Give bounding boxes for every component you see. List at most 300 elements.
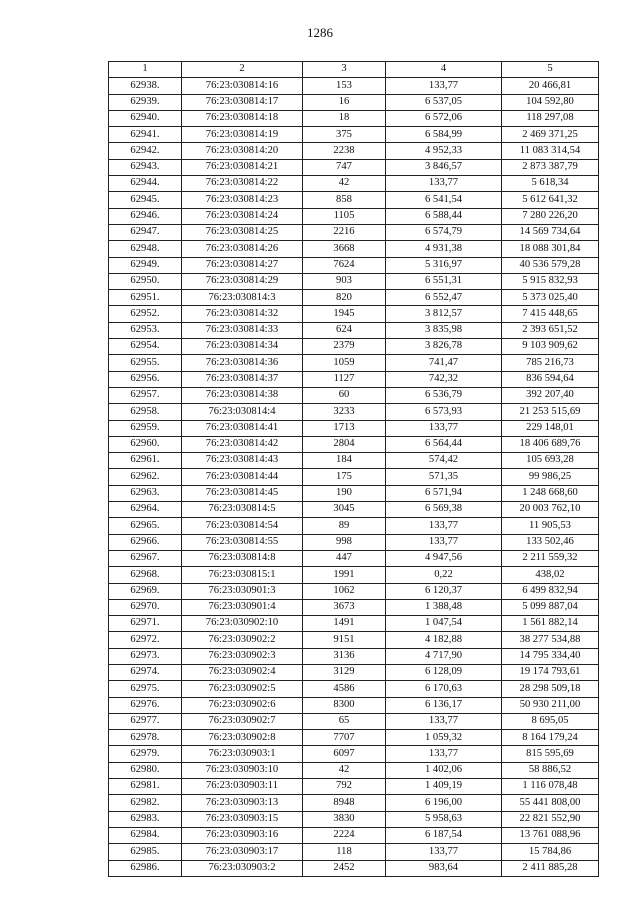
row-number-cell: 62949. [109,257,182,273]
cadastral-number-cell: 76:23:030814:8 [182,550,303,566]
cadastral-number-cell: 76:23:030814:21 [182,159,303,175]
area-cell: 820 [303,290,386,306]
row-number-cell: 62943. [109,159,182,175]
value-cell: 5 099 887,04 [502,599,599,615]
table-row [109,371,599,387]
rate-cell: 6 120,37 [386,583,502,599]
table-row [109,420,599,436]
rate-cell: 983,64 [386,860,502,876]
value-cell: 438,02 [502,567,599,583]
value-cell: 8 695,05 [502,713,599,729]
table-row [109,387,599,403]
value-cell: 836 594,64 [502,371,599,387]
area-cell: 1062 [303,583,386,599]
value-cell: 1 561 882,14 [502,616,599,632]
rate-cell: 133,77 [386,713,502,729]
row-number-cell: 62945. [109,192,182,208]
value-cell: 105 693,28 [502,453,599,469]
cadastral-number-cell: 76:23:030814:45 [182,485,303,501]
value-cell: 20 466,81 [502,78,599,94]
value-cell: 20 003 762,10 [502,502,599,518]
value-cell: 2 469 371,25 [502,127,599,143]
column-header: 2 [182,62,303,78]
rate-cell: 6 536,79 [386,387,502,403]
table-row [109,192,599,208]
table-row [109,664,599,680]
cadastral-number-cell: 76:23:030902:7 [182,713,303,729]
cadastral-number-cell: 76:23:030903:11 [182,779,303,795]
row-number-cell: 62982. [109,795,182,811]
area-cell: 16 [303,94,386,110]
row-number-cell: 62938. [109,78,182,94]
value-cell: 229 148,01 [502,420,599,436]
table-row [109,746,599,762]
rate-cell: 1 409,19 [386,779,502,795]
rate-cell: 133,77 [386,176,502,192]
row-number-cell: 62941. [109,127,182,143]
rate-cell: 6 574,79 [386,224,502,240]
area-cell: 903 [303,273,386,289]
rate-cell: 4 931,38 [386,241,502,257]
value-cell: 8 164 179,24 [502,730,599,746]
row-number-cell: 62958. [109,404,182,420]
value-cell: 22 821 552,90 [502,811,599,827]
column-header: 3 [303,62,386,78]
area-cell: 4586 [303,681,386,697]
cadastral-number-cell: 76:23:030903:1 [182,746,303,762]
value-cell: 21 253 515,69 [502,404,599,420]
value-cell: 11 905,53 [502,518,599,534]
area-cell: 3129 [303,664,386,680]
row-number-cell: 62964. [109,502,182,518]
cadastral-number-cell: 76:23:030815:1 [182,567,303,583]
cadastral-number-cell: 76:23:030814:33 [182,322,303,338]
area-cell: 2238 [303,143,386,159]
row-number-cell: 62953. [109,322,182,338]
value-cell: 5 915 832,93 [502,273,599,289]
table-row [109,78,599,94]
rate-cell: 6 537,05 [386,94,502,110]
cadastral-number-cell: 76:23:030814:37 [182,371,303,387]
row-number-cell: 62977. [109,713,182,729]
area-cell: 1105 [303,208,386,224]
rate-cell: 6 136,17 [386,697,502,713]
cadastral-number-cell: 76:23:030814:32 [182,306,303,322]
cadastral-number-cell: 76:23:030814:19 [182,127,303,143]
row-number-cell: 62972. [109,632,182,648]
cadastral-number-cell: 76:23:030814:17 [182,94,303,110]
table-row [109,273,599,289]
row-number-cell: 62973. [109,648,182,664]
rate-cell: 0,22 [386,567,502,583]
area-cell: 175 [303,469,386,485]
rate-cell: 4 952,33 [386,143,502,159]
rate-cell: 5 316,97 [386,257,502,273]
rate-cell: 741,47 [386,355,502,371]
table-row [109,257,599,273]
table-row [109,648,599,664]
cadastral-number-cell: 76:23:030902:10 [182,616,303,632]
table-row [109,518,599,534]
area-cell: 2224 [303,827,386,843]
data-table [108,61,599,877]
cadastral-number-cell: 76:23:030814:3 [182,290,303,306]
area-cell: 3673 [303,599,386,615]
row-number-cell: 62961. [109,453,182,469]
table-row [109,143,599,159]
area-cell: 7707 [303,730,386,746]
cadastral-number-cell: 76:23:030814:20 [182,143,303,159]
row-number-cell: 62947. [109,224,182,240]
cadastral-number-cell: 76:23:030814:43 [182,453,303,469]
cadastral-number-cell: 76:23:030814:55 [182,534,303,550]
cadastral-number-cell: 76:23:030814:4 [182,404,303,420]
table-row [109,599,599,615]
area-cell: 42 [303,176,386,192]
rate-cell: 6 588,44 [386,208,502,224]
row-number-cell: 62986. [109,860,182,876]
value-cell: 1 248 668,60 [502,485,599,501]
rate-cell: 133,77 [386,746,502,762]
cadastral-number-cell: 76:23:030814:16 [182,78,303,94]
value-cell: 11 083 314,54 [502,143,599,159]
cadastral-number-cell: 76:23:030814:25 [182,224,303,240]
row-number-cell: 62971. [109,616,182,632]
cadastral-number-cell: 76:23:030814:36 [182,355,303,371]
area-cell: 1991 [303,567,386,583]
area-cell: 7624 [303,257,386,273]
value-cell: 19 174 793,61 [502,664,599,680]
cadastral-number-cell: 76:23:030814:38 [182,387,303,403]
table-row [109,697,599,713]
row-number-cell: 62944. [109,176,182,192]
area-cell: 2216 [303,224,386,240]
table-row [109,502,599,518]
rate-cell: 6 541,54 [386,192,502,208]
area-cell: 190 [303,485,386,501]
table-row [109,762,599,778]
rate-cell: 4 182,88 [386,632,502,648]
table-row [109,241,599,257]
cadastral-number-cell: 76:23:030814:24 [182,208,303,224]
rate-cell: 133,77 [386,844,502,860]
row-number-cell: 62969. [109,583,182,599]
table-row [109,306,599,322]
rate-cell: 6 571,94 [386,485,502,501]
value-cell: 104 592,80 [502,94,599,110]
table-row [109,811,599,827]
area-cell: 747 [303,159,386,175]
value-cell: 2 211 559,32 [502,550,599,566]
table-row [109,583,599,599]
column-header: 1 [109,62,182,78]
value-cell: 6 499 832,94 [502,583,599,599]
rate-cell: 6 128,09 [386,664,502,680]
area-cell: 118 [303,844,386,860]
row-number-cell: 62983. [109,811,182,827]
row-number-cell: 62939. [109,94,182,110]
area-cell: 1713 [303,420,386,436]
value-cell: 58 886,52 [502,762,599,778]
cadastral-number-cell: 76:23:030903:16 [182,827,303,843]
area-cell: 2452 [303,860,386,876]
cadastral-number-cell: 76:23:030903:15 [182,811,303,827]
rate-cell: 1 059,32 [386,730,502,746]
rate-cell: 742,32 [386,371,502,387]
cadastral-number-cell: 76:23:030902:5 [182,681,303,697]
row-number-cell: 62951. [109,290,182,306]
table-row [109,469,599,485]
rate-cell: 133,77 [386,420,502,436]
rate-cell: 6 564,44 [386,436,502,452]
area-cell: 1491 [303,616,386,632]
rate-cell: 4 947,56 [386,550,502,566]
row-number-cell: 62955. [109,355,182,371]
value-cell: 15 784,86 [502,844,599,860]
row-number-cell: 62960. [109,436,182,452]
row-number-cell: 62957. [109,387,182,403]
rate-cell: 1 388,48 [386,599,502,615]
table-body [109,62,599,877]
cadastral-number-cell: 76:23:030903:2 [182,860,303,876]
row-number-cell: 62980. [109,762,182,778]
column-header: 5 [502,62,599,78]
area-cell: 792 [303,779,386,795]
cadastral-number-cell: 76:23:030814:18 [182,110,303,126]
row-number-cell: 62976. [109,697,182,713]
value-cell: 7 415 448,65 [502,306,599,322]
area-cell: 624 [303,322,386,338]
table-row [109,844,599,860]
value-cell: 2 411 885,28 [502,860,599,876]
area-cell: 1127 [303,371,386,387]
area-cell: 447 [303,550,386,566]
rate-cell: 574,42 [386,453,502,469]
rate-cell: 6 573,93 [386,404,502,420]
table-row [109,485,599,501]
table-row [109,208,599,224]
table-row [109,795,599,811]
rate-cell: 133,77 [386,534,502,550]
cadastral-number-cell: 76:23:030814:27 [182,257,303,273]
row-number-cell: 62954. [109,339,182,355]
area-cell: 184 [303,453,386,469]
rate-cell: 3 812,57 [386,306,502,322]
area-cell: 375 [303,127,386,143]
rate-cell: 6 552,47 [386,290,502,306]
table-row [109,176,599,192]
table-row [109,127,599,143]
area-cell: 60 [303,387,386,403]
cadastral-number-cell: 76:23:030902:6 [182,697,303,713]
area-cell: 18 [303,110,386,126]
area-cell: 42 [303,762,386,778]
area-cell: 8300 [303,697,386,713]
value-cell: 55 441 808,00 [502,795,599,811]
table-row [109,616,599,632]
table-header-row [109,62,599,78]
value-cell: 1 116 078,48 [502,779,599,795]
row-number-cell: 62970. [109,599,182,615]
value-cell: 5 618,34 [502,176,599,192]
row-number-cell: 62978. [109,730,182,746]
area-cell: 1059 [303,355,386,371]
rate-cell: 6 569,38 [386,502,502,518]
row-number-cell: 62967. [109,550,182,566]
area-cell: 65 [303,713,386,729]
value-cell: 13 761 088,96 [502,827,599,843]
table-row [109,860,599,876]
table-row [109,567,599,583]
cadastral-number-cell: 76:23:030901:3 [182,583,303,599]
cadastral-number-cell: 76:23:030814:26 [182,241,303,257]
rate-cell: 1 047,54 [386,616,502,632]
rate-cell: 133,77 [386,78,502,94]
rate-cell: 6 187,54 [386,827,502,843]
table-row [109,681,599,697]
row-number-cell: 62946. [109,208,182,224]
table-row [109,534,599,550]
value-cell: 392 207,40 [502,387,599,403]
area-cell: 3045 [303,502,386,518]
cadastral-number-cell: 76:23:030814:22 [182,176,303,192]
value-cell: 99 986,25 [502,469,599,485]
cadastral-number-cell: 76:23:030902:2 [182,632,303,648]
row-number-cell: 62966. [109,534,182,550]
rate-cell: 3 846,57 [386,159,502,175]
table-row [109,110,599,126]
value-cell: 2 873 387,79 [502,159,599,175]
cadastral-number-cell: 76:23:030814:54 [182,518,303,534]
cadastral-number-cell: 76:23:030814:42 [182,436,303,452]
area-cell: 858 [303,192,386,208]
table-row [109,730,599,746]
cadastral-number-cell: 76:23:030903:10 [182,762,303,778]
area-cell: 3830 [303,811,386,827]
row-number-cell: 62948. [109,241,182,257]
cadastral-number-cell: 76:23:030814:5 [182,502,303,518]
cadastral-number-cell: 76:23:030901:4 [182,599,303,615]
rate-cell: 4 717,90 [386,648,502,664]
value-cell: 9 103 909,62 [502,339,599,355]
table-row [109,827,599,843]
table-row [109,355,599,371]
area-cell: 2804 [303,436,386,452]
row-number-cell: 62956. [109,371,182,387]
row-number-cell: 62963. [109,485,182,501]
column-header: 4 [386,62,502,78]
value-cell: 50 930 211,00 [502,697,599,713]
value-cell: 40 536 579,28 [502,257,599,273]
value-cell: 785 216,73 [502,355,599,371]
value-cell: 5 612 641,32 [502,192,599,208]
row-number-cell: 62962. [109,469,182,485]
value-cell: 133 502,46 [502,534,599,550]
value-cell: 5 373 025,40 [502,290,599,306]
rate-cell: 6 551,31 [386,273,502,289]
value-cell: 7 280 226,20 [502,208,599,224]
row-number-cell: 62974. [109,664,182,680]
value-cell: 815 595,69 [502,746,599,762]
row-number-cell: 62985. [109,844,182,860]
area-cell: 8948 [303,795,386,811]
area-cell: 1945 [303,306,386,322]
table-row [109,404,599,420]
area-cell: 3668 [303,241,386,257]
value-cell: 18 088 301,84 [502,241,599,257]
table-row [109,322,599,338]
cadastral-number-cell: 76:23:030814:34 [182,339,303,355]
row-number-cell: 62950. [109,273,182,289]
row-number-cell: 62965. [109,518,182,534]
rate-cell: 133,77 [386,518,502,534]
table-row [109,94,599,110]
area-cell: 9151 [303,632,386,648]
area-cell: 89 [303,518,386,534]
table-row [109,224,599,240]
cadastral-number-cell: 76:23:030903:13 [182,795,303,811]
cadastral-number-cell: 76:23:030902:3 [182,648,303,664]
table-row [109,453,599,469]
table-row [109,632,599,648]
area-cell: 153 [303,78,386,94]
rate-cell: 6 584,99 [386,127,502,143]
value-cell: 14 795 334,40 [502,648,599,664]
area-cell: 6097 [303,746,386,762]
cadastral-number-cell: 76:23:030902:8 [182,730,303,746]
page-number: 1286 [307,25,333,40]
table-row [109,779,599,795]
area-cell: 3136 [303,648,386,664]
cadastral-number-cell: 76:23:030814:41 [182,420,303,436]
value-cell: 118 297,08 [502,110,599,126]
row-number-cell: 62968. [109,567,182,583]
cadastral-number-cell: 76:23:030903:17 [182,844,303,860]
rate-cell: 1 402,06 [386,762,502,778]
cadastral-number-cell: 76:23:030814:23 [182,192,303,208]
rate-cell: 6 170,63 [386,681,502,697]
table-row [109,550,599,566]
rate-cell: 6 572,06 [386,110,502,126]
row-number-cell: 62952. [109,306,182,322]
area-cell: 998 [303,534,386,550]
row-number-cell: 62959. [109,420,182,436]
row-number-cell: 62984. [109,827,182,843]
cadastral-number-cell: 76:23:030902:4 [182,664,303,680]
value-cell: 2 393 651,52 [502,322,599,338]
rate-cell: 571,35 [386,469,502,485]
value-cell: 14 569 734,64 [502,224,599,240]
row-number-cell: 62979. [109,746,182,762]
row-number-cell: 62981. [109,779,182,795]
table-row [109,290,599,306]
rate-cell: 3 835,98 [386,322,502,338]
rate-cell: 6 196,00 [386,795,502,811]
row-number-cell: 62975. [109,681,182,697]
row-number-cell: 62942. [109,143,182,159]
row-number-cell: 62940. [109,110,182,126]
area-cell: 3233 [303,404,386,420]
value-cell: 18 406 689,76 [502,436,599,452]
table-row [109,339,599,355]
table-row [109,436,599,452]
table-row [109,713,599,729]
cadastral-number-cell: 76:23:030814:29 [182,273,303,289]
value-cell: 28 298 509,18 [502,681,599,697]
rate-cell: 5 958,63 [386,811,502,827]
area-cell: 2379 [303,339,386,355]
value-cell: 38 277 534,88 [502,632,599,648]
